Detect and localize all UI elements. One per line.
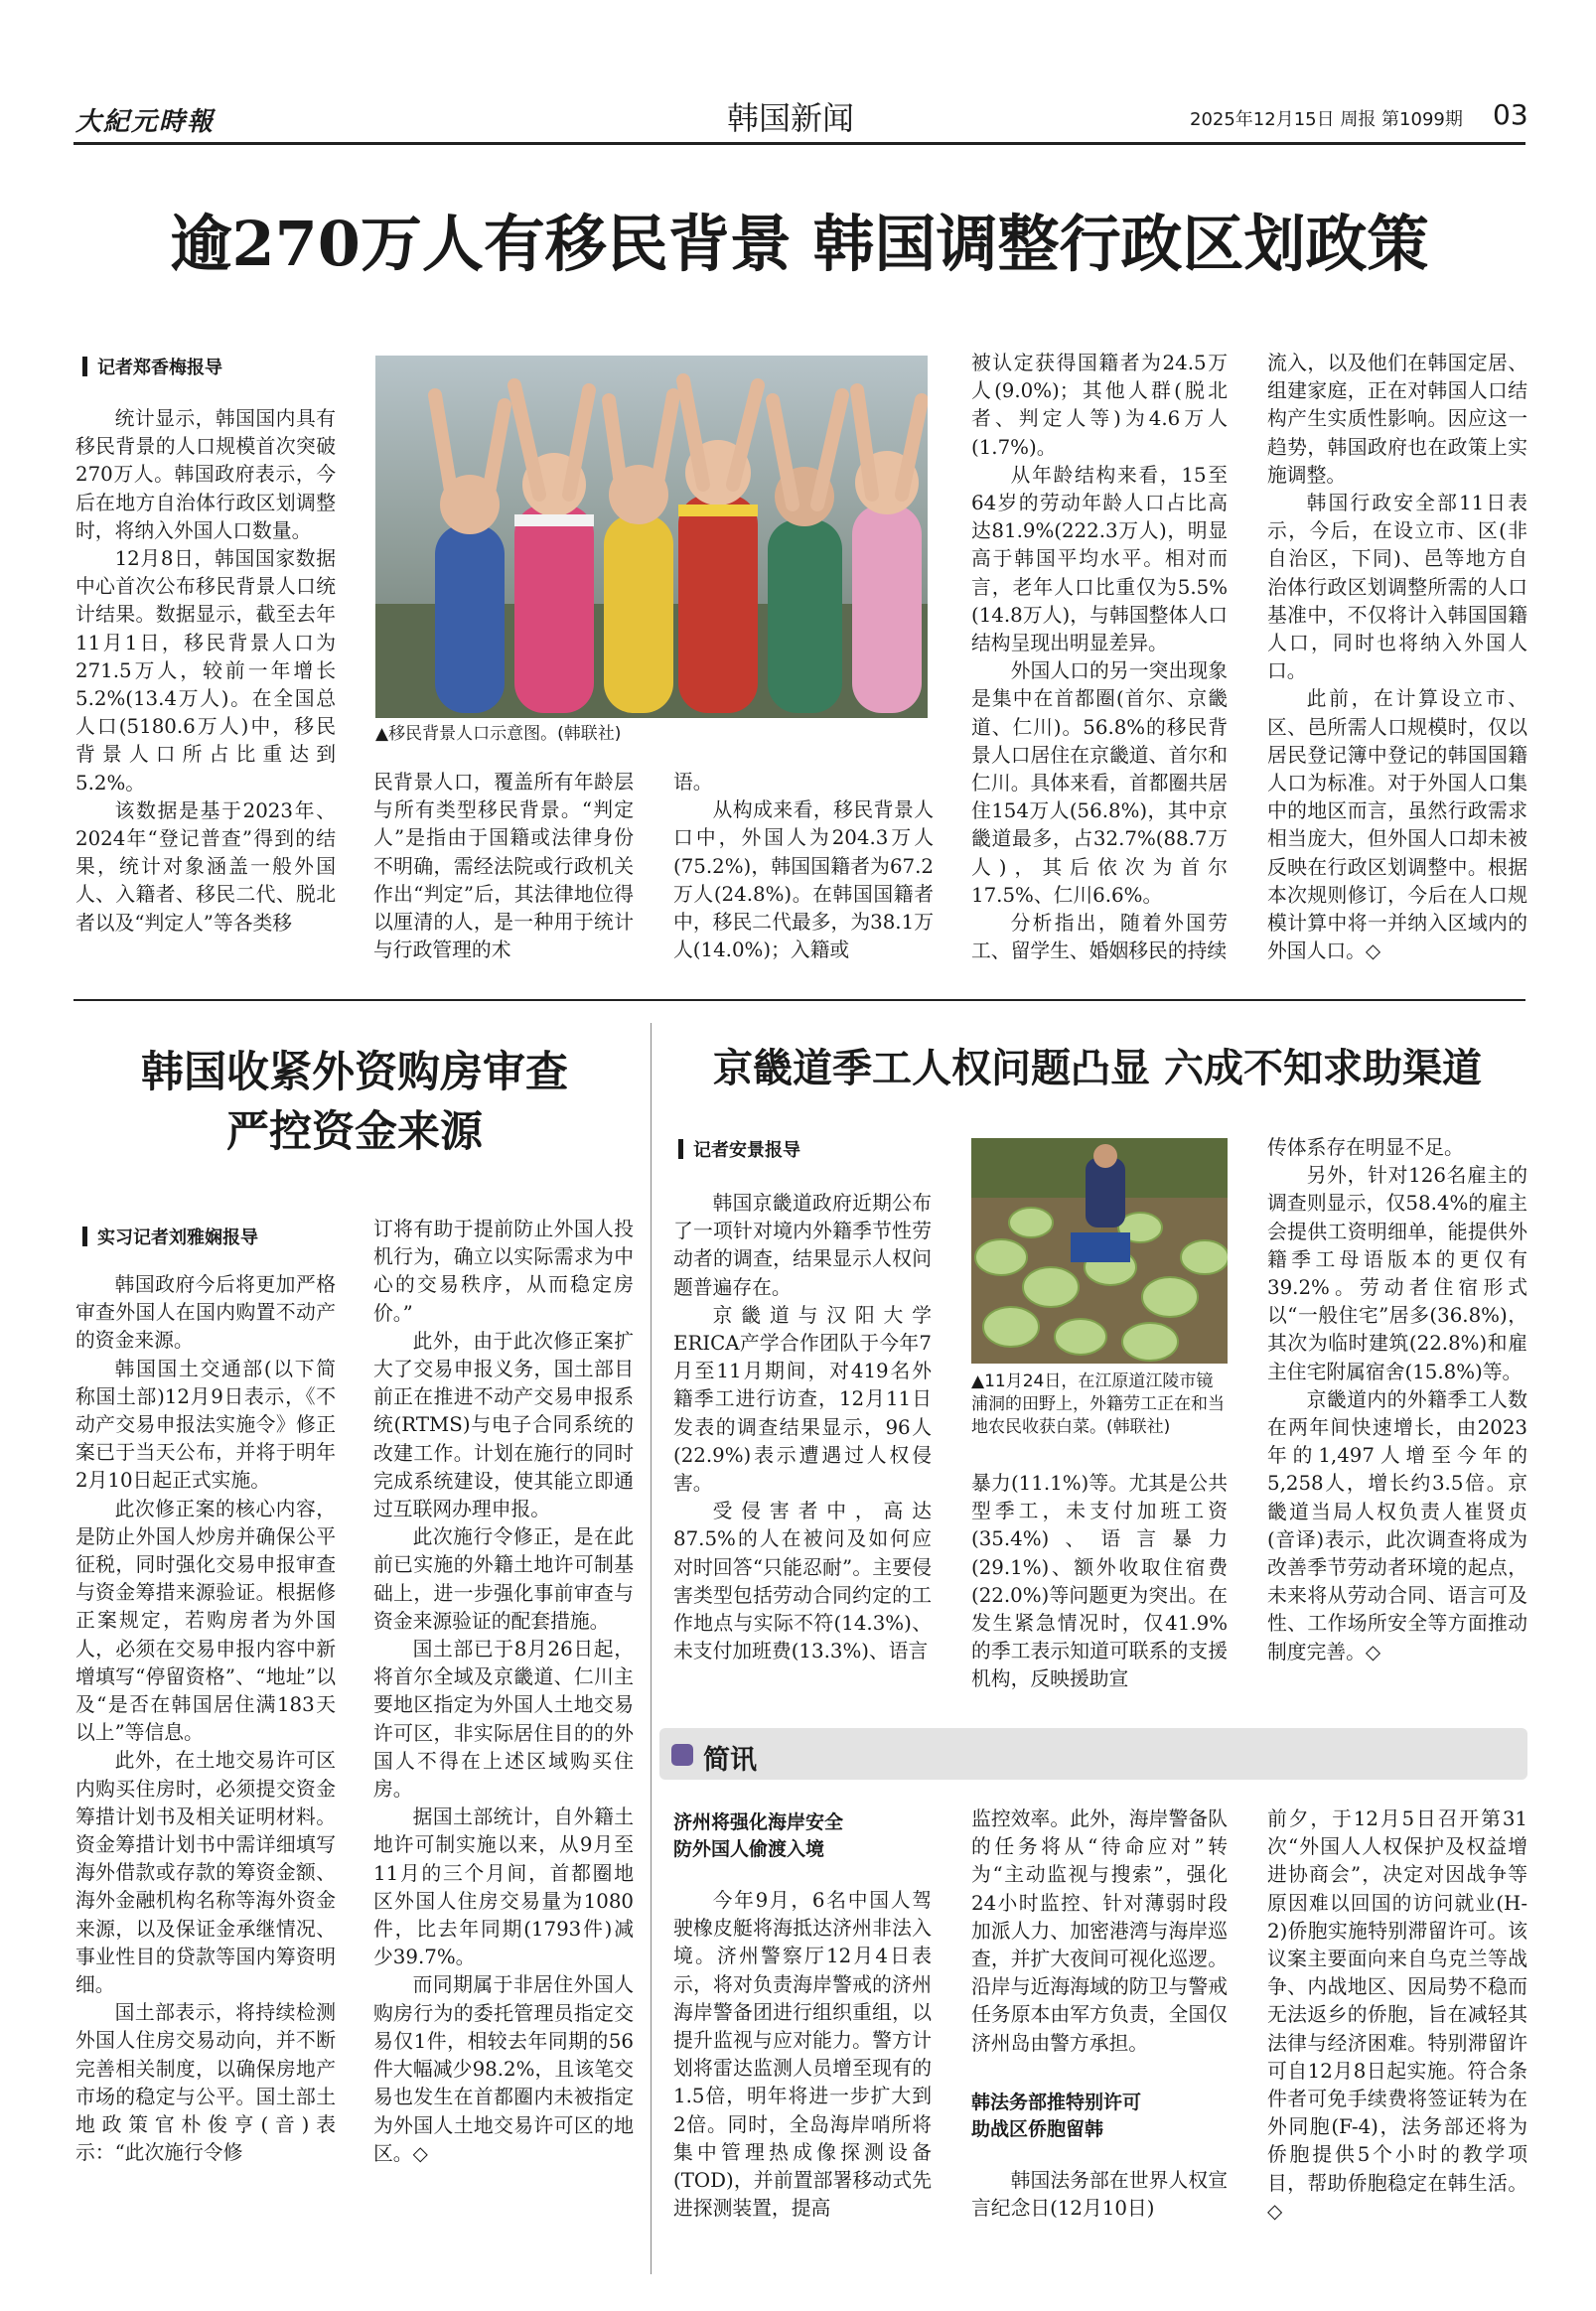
article1-headline: 逾270万人有移民背景 韩国调整行政区划政策 (170, 208, 1429, 280)
paragraph: 外国人口的另一突出现象是集中在首都圈(首尔、京畿道、仁川)。56.8%的移民背景人口居住在京畿道、首尔和仁川。具体来看，首都圈共居住154万人(56.8%)，其中京畿道最多，占32.7%(88.7万人)，其后依次为首尔17.5%、仁川6.6%。 (971, 659, 1228, 907)
paragraph: 国土部表示，将持续检测外国人住房交易动向，并不断完善相关制度，以确保房地产市场的稳定与公平。国土部土地政策官朴俊亨(音)表示：“此次施行令修 (75, 2001, 336, 2165)
article2-byline (82, 1224, 258, 1249)
brief2-col3 (1267, 1805, 1527, 2226)
paragraph: 此前，在计算设立市、区、邑所需人口规模时，仅以居民登记簿中登记的韩国国籍人口为标准。对于外国人口集中的地区而言，虽然行政需求相当庞大，但外国人口却未被反映在行政区划调整中。根据本次规则修订，今后在人口规模计算中将一并纳入区域内的外国人口。◇ (1267, 687, 1527, 963)
paragraph: 语。 (673, 771, 713, 794)
byline-marker (82, 357, 87, 376)
paragraph: 国土部已于8月26日起，将首尔全域及京畿道、仁川主要地区指定为外国人土地交易许可区，非实际居住目的的外国人不得在上述区域购买住房。 (373, 1638, 634, 1802)
paragraph: 统计显示，韩国国内具有移民背景的人口规模首次突破270万人。韩国政府表示，今后在地方自治体行政区划调整时，将纳入外国人口数量。 (75, 407, 336, 542)
title-line: 防外国人偷渡入境 (673, 1838, 825, 1860)
issue-date: 2025年12月15日 周报 第1099期 (1190, 109, 1463, 130)
paragraph: 受侵害者中，高达87.5%的人在被问及如何应对时回答“只能忍耐”。主要侵害类型包括劳动合同约定的工作地点与实际不符(14.3%)、未支付加班费(13.3%)、语言 (673, 1500, 932, 1663)
article2-headline (73, 1043, 636, 1162)
header-rule (73, 142, 1525, 145)
column-divider (651, 1023, 652, 2274)
paragraph: 流入，以及他们在韩国定居、组建家庭，正在对韩国人口结构产生实质性影响。因应这一趋势，韩国政府也在政策上实施调整。 (1267, 352, 1527, 487)
paragraph: 京畿道与汉阳大学ERICA产学合作团队于今年7月至11月期间，对419名外籍季工进行访查，12月11日发表的调查结果显示，96人(22.9%)表示遭遇过人权侵害。 (673, 1303, 932, 1496)
briefs-heading: 简讯 (703, 1745, 757, 1776)
byline-text: 实习记者刘雅娴报导 (97, 1228, 258, 1248)
paragraph: 韩国行政安全部11日表示，今后，在设立市、区(非自治区，下同)、邑等地方自治体行政区划调整所需的人口基准中，不仅将计入韩国国籍人口，同时也将纳入外国人口。 (1267, 492, 1527, 683)
paragraph: 此次施行令修正，是在此前已实施的外籍土地许可制基础上，进一步强化事前审查与资金来源验证的配套措施。 (373, 1525, 634, 1633)
paragraph: 被认定获得国籍者为24.5万人(9.0%)；其他人群(脱北者、判定人等)为4.6万人(1.7%)。 (971, 352, 1228, 459)
article3-byline (678, 1136, 800, 1162)
section-title: 韩国新闻 (727, 99, 855, 137)
article1-col1 (75, 405, 336, 938)
brief1-col1 (673, 1887, 932, 2223)
article1-col5 (1267, 350, 1527, 965)
article1-bottom-rule (73, 999, 1525, 1001)
article1-col2 (373, 769, 634, 964)
article3-col2 (971, 1470, 1228, 1694)
brief1-col2 (971, 1805, 1228, 2058)
article3-col3 (1267, 1134, 1527, 1666)
paragraph: 今年9月，6名中国人驾驶橡皮艇将海抵达济州非法入境。济州警察厅12月4日表示，将对负责海岸警戒的济州海岸警备团进行组织重组，以提升监视与应对能力。警方计划将雷达监测人员增至现有的1.5倍，明年将进一步扩大到2倍。同时，全岛海岸哨所将集中管理热成像探测设备(TOD)，并前置部署移动式先进探测装置，提高 (673, 1889, 932, 2221)
briefs-marker-icon (671, 1744, 693, 1766)
brief1-title (673, 1809, 932, 1863)
article2-col1 (75, 1271, 336, 2168)
byline-marker (678, 1139, 683, 1159)
paragraph: 分析指出，随着外国劳工、留学生、婚姻移民的持续 (971, 912, 1228, 963)
paragraph: 韩国京畿道政府近期公布了一项针对境内外籍季节性劳动者的调查，结果显示人权问题普遍存在。 (673, 1192, 932, 1299)
paragraph: 监控效率。此外，海岸警备队的任务将从“待命应对”转为“主动监视与搜索”，强化24小时监控、针对薄弱时段加派人力、加密港湾与海岸巡查，并扩大夜间可视化巡逻。沿岸与近海海域的防卫与警戒任务原本由军方负责，全国仅济州岛由警方承担。 (971, 1807, 1228, 2055)
headline-line: 韩国收紧外资购房审查 (141, 1048, 568, 1097)
title-line: 济州将强化海岸安全 (673, 1811, 844, 1833)
article3-photo-caption: ▲11月24日，在江原道江陵市镜浦洞的田野上，外籍劳工正在和当地农民收获白菜。(韩联社) (971, 1372, 1225, 1437)
title-line: 助战区侨胞留韩 (971, 2118, 1104, 2140)
paragraph: 据国土部统计，自外籍土地许可制实施以来，从9月至11月的三个月间，首都圈地区外国人住房交易量为1080件，比去年同期(1793件)减少39.7%。 (373, 1805, 634, 1969)
headline-line: 严控资金来源 (226, 1107, 483, 1157)
brief2-title (971, 2090, 1228, 2143)
article1-col4 (971, 350, 1228, 965)
paragraph: 京畿道内的外籍季工人数在两年间快速增长，由2023年的1,497人增至今年的5,258人，增长约3.5倍。京畿道当局人权负责人崔贤贞(音译)表示，此次调查将成为改善季节劳动者环境的起点，未来将从劳动合同、语言可及性、工作场所安全等方面推动制度完善。◇ (1267, 1387, 1527, 1663)
byline-marker (82, 1227, 87, 1246)
paragraph: 此外，由于此次修正案扩大了交易申报义务，国土部目前正在推进不动产交易申报系统(RTMS)与电子合同系统的改建工作。计划在施行的同时完成系统建设，使其能立即通过互联网办理申报。 (373, 1329, 634, 1521)
paragraph: 此外，在土地交易许可区内购买住房时，必须提交资金筹措计划书及相关证明材料。资金筹措计划书中需详细填写海外借款或存款的筹资金额、海外金融机构名称等海外资金来源，以及保证金承继情况、事业性目的贷款等国内筹资明细。 (75, 1749, 336, 1997)
article1-photo (375, 356, 928, 718)
paragraph: 韩国国土交通部(以下简称国土部)12月9日表示，《不动产交易申报法实施令》修正案已于当天公布，并将于明年2月10日起正式实施。 (75, 1357, 336, 1493)
article1-byline (82, 354, 222, 379)
paragraph: 民背景人口，覆盖所有年龄层与所有类型移民背景。“判定人”是指由于国籍或法律身份不明确，需经法院或行政机关作出“判定”后，其法律地位得以厘清的人，是一种用于统计与行政管理的术 (373, 771, 634, 962)
article1-col3 (673, 769, 934, 964)
paragraph: 另外，针对126名雇主的调查则显示，仅58.4%的雇主会提供工资明细单，能提供外籍季工母语版本的更仅有39.2%。劳动者住宿形式以“一般住宅”居多(36.8%)，其次为临时建筑(22.8%)和雇主住宅附属宿舍(15.8%)等。 (1267, 1164, 1527, 1383)
paragraph: 韩国政府今后将更加严格审查外国人在国内购置不动产的资金来源。 (75, 1273, 336, 1353)
byline-text: 记者郑香梅报导 (97, 358, 222, 378)
article3-photo (971, 1138, 1228, 1364)
article1-photo-caption: ▲移民背景人口示意图。(韩联社) (375, 724, 622, 744)
paragraph: 此次修正案的核心内容，是防止外国人炒房并确保公平征税，同时强化交易申报审查与资金筹措来源验证。根据修正案规定，若购房者为外国人，必须在交易申报内容中新增填写“停留资格”、“地址”以及“是否在韩国居住满183天以上”等信息。 (75, 1497, 336, 1745)
title-line: 韩法务部推特别许可 (971, 2092, 1142, 2113)
paragraph: 从年龄结构来看，15至64岁的劳动年龄人口占比高达81.9%(222.3万人)，明显高于韩国平均水平。相对而言，老年人口比重仅为5.5%(14.8万人)，与韩国整体人口结构呈现出明显差异。 (971, 463, 1228, 655)
paragraph: 12月8日，韩国国家数据中心首次公布移民背景人口统计结果。数据显示，截至去年11月1日，移民背景人口为271.5万人，较前一年增长5.2%(13.4万人)。在全国总人口(5180.6万人)中，移民背景人口所占比重达到5.2%。 (75, 547, 336, 794)
page-number: 03 (1493, 98, 1528, 131)
article3-headline: 京畿道季工人权问题凸显 六成不知求助渠道 (713, 1045, 1482, 1091)
paragraph: 订将有助于提前防止外国人投机行为，确立以实际需求为中心的交易秩序，从而稳定房价。” (373, 1218, 634, 1325)
byline-text: 记者安景报导 (693, 1140, 800, 1161)
briefs-header-bar (659, 1728, 1527, 1780)
brief2-col2 (971, 2167, 1228, 2223)
paragraph: 从构成来看，移民背景人口中，外国人为204.3万人(75.2%)，韩国国籍者为67.2万人(24.8%)。在韩国国籍者中，移民二代最多，为38.1万人(14.0%)；入籍或 (673, 798, 934, 962)
paragraph: 暴力(11.1%)等。尤其是公共型季工，未支付加班工资(35.4%)、语言暴力(29.1%)、额外收取住宿费(22.0%)等问题更为突出。在发生紧急情况时，仅41.9%的季工表示知道可联系的支援机构，反映援助宣 (971, 1472, 1228, 1691)
masthead: 大紀元時報 (75, 107, 216, 137)
article2-col2 (373, 1216, 634, 2168)
paragraph: 而同期属于非居住外国人购房行为的委托管理员指定交易仅1件，相较去年同期的56件大幅减少98.2%，且该笔交易也发生在首都圈内未被指定为外国人土地交易许可区的地区。◇ (373, 1973, 634, 2165)
paragraph: 前夕，于12月5日召开第31次“外国人人权保护及权益增进协商会”，决定对因战争等原因难以回国的访问就业(H-2)侨胞实施特别滞留许可。该议案主要面向来自乌克兰等战争、内战地区、因局势不稳而无法返乡的侨胞，旨在减轻其法律与经济困难。特别滞留许可自12月8日起实施。符合条件者可免手续费将签证转为在外同胞(F-4)，法务部还将为侨胞提供5个小时的教学项目，帮助侨胞稳定在韩生活。◇ (1267, 1807, 1527, 2223)
paragraph: 该数据是基于2023年、2024年“登记普查”得到的结果，统计对象涵盖一般外国人、入籍者、移民二代、脱北者以及“判定人”等各类移 (75, 798, 336, 935)
paragraph: 传体系存在明显不足。 (1267, 1136, 1464, 1159)
paragraph: 韩国法务部在世界人权宣言纪念日(12月10日) (971, 2169, 1228, 2221)
article3-col1 (673, 1190, 932, 1665)
